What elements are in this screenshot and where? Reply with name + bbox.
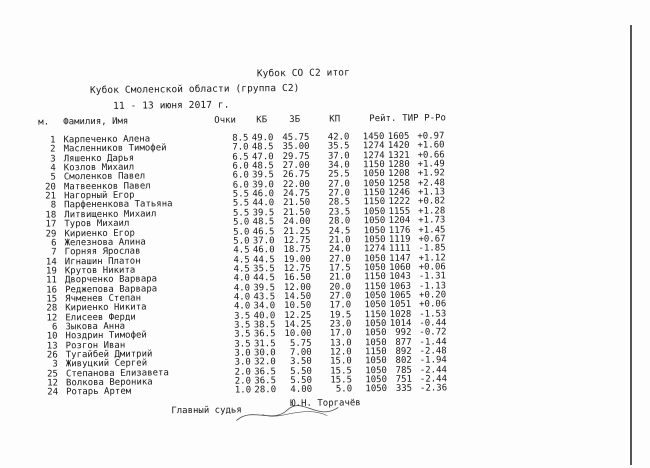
row-tir: 1063	[389, 281, 412, 292]
row-place: 10	[46, 331, 58, 342]
row-tir: 1208	[388, 169, 410, 180]
row-points: 5.0	[233, 236, 250, 247]
row-place: 12	[47, 378, 59, 389]
row-points: 4.5	[233, 254, 250, 266]
row-place: 15	[46, 294, 58, 305]
row-rating: 1050	[363, 234, 386, 246]
row-zb: 12.00	[283, 282, 312, 293]
row-points: 5.5	[232, 208, 250, 219]
row-rro: -1.31	[418, 271, 446, 282]
row-points: 2.0	[234, 376, 252, 387]
header-kb: КБ	[256, 115, 268, 126]
row-place: 13	[46, 341, 58, 352]
row-points: 3.5	[234, 339, 251, 350]
row-place: 18	[45, 210, 57, 221]
row-rro: +2.48	[417, 178, 445, 189]
row-name: Живуцкий Сергей	[65, 358, 148, 370]
header-tir: ТИР	[402, 113, 419, 124]
row-name: Литвищенко Михаил	[64, 209, 157, 221]
row-kp: 23.5	[328, 207, 351, 218]
row-rro: +1.73	[418, 215, 446, 226]
row-kb: 39.0	[252, 179, 275, 191]
row-tir: 1043	[389, 271, 411, 283]
row-kb: 30.0	[253, 348, 276, 359]
row-rro: -1.13	[418, 280, 447, 292]
row-rating: 1150	[363, 188, 386, 199]
row-tir: 1420	[387, 141, 410, 152]
row-kb: 46.5	[252, 226, 275, 237]
row-kp: 24.0	[328, 244, 351, 255]
row-kp: 17.5	[329, 263, 351, 274]
row-rating: 1150	[364, 272, 386, 283]
row-kp: 24.5	[328, 225, 351, 237]
row-tir: 1280	[388, 159, 410, 170]
row-kb: 31.5	[253, 338, 276, 350]
row-rro: -1.53	[419, 308, 447, 320]
row-place: 6	[51, 322, 58, 333]
row-kp: 35.5	[327, 141, 350, 152]
row-name: Реджепова Варвара	[64, 283, 158, 295]
row-kb: 28.0	[254, 385, 277, 396]
row-place: 6	[51, 238, 57, 249]
row-kb: 46.0	[252, 189, 275, 200]
row-rating: 1050	[365, 375, 388, 386]
row-rating: 1150	[364, 309, 387, 320]
row-kp: 15.0	[330, 356, 352, 367]
row-tir: 877	[395, 337, 412, 348]
row-rating: 1050	[364, 262, 386, 274]
row-place: 21	[45, 191, 57, 202]
row-zb: 5.50	[290, 375, 313, 387]
row-kb: 39.5	[252, 207, 275, 219]
row-rro: +0.82	[417, 196, 446, 208]
row-kp: 17.0	[329, 328, 352, 339]
row-zb: 24.00	[283, 216, 311, 228]
row-tir: 892	[395, 346, 412, 357]
row-rro: -0.44	[419, 318, 447, 329]
row-points: 4.0	[233, 301, 251, 312]
row-kp: 5.0	[335, 384, 353, 395]
judge-name: Ю.Н. Торгачёв	[290, 398, 361, 409]
row-place: 29	[45, 228, 57, 240]
row-name: Кириенко Егор	[64, 228, 135, 239]
row-kp: 15.5	[330, 375, 353, 386]
row-name: Горняя Ярослав	[64, 246, 141, 258]
row-points: 3.0	[234, 357, 251, 368]
row-name: Козлов Михаил	[63, 162, 135, 174]
row-name: Матвеенков Павел	[63, 181, 151, 193]
row-points: 4.0	[233, 292, 251, 303]
row-zb: 16.50	[283, 273, 311, 284]
row-name: Карпеченко Алена	[63, 134, 151, 146]
row-zb: 5.50	[290, 366, 312, 377]
row-name: Волкова Вероника	[65, 377, 153, 389]
row-rro: -2.44	[419, 374, 448, 385]
row-tir: 335	[395, 384, 413, 395]
row-points: 4.5	[233, 245, 250, 256]
judge-label: Главный судья	[171, 405, 242, 417]
row-kp: 27.0	[328, 179, 350, 190]
row-kp: 27.0	[328, 188, 351, 199]
row-zb: 18.75	[283, 244, 311, 256]
row-rro: +1.49	[417, 159, 445, 170]
row-zb: 21.25	[283, 226, 311, 237]
row-rro: -1.44	[419, 337, 447, 348]
row-kb: 48.5	[252, 161, 274, 172]
row-points: 6.5	[232, 152, 249, 163]
row-kb: 36.5	[254, 376, 277, 387]
row-zb: 12.25	[284, 310, 312, 321]
row-points: 5.5	[232, 189, 250, 200]
row-name: Дворченко Варвара	[64, 274, 158, 286]
row-rro: +0.06	[418, 262, 446, 273]
row-zb: 4.00	[290, 385, 313, 396]
header-rro: Р-Ро	[424, 113, 447, 124]
row-zb: 35.00	[282, 142, 310, 153]
row-rating: 1050	[365, 365, 387, 376]
row-tir: 1222	[388, 197, 411, 208]
row-kb: 48.5	[252, 217, 275, 228]
row-kb: 36.5	[253, 329, 276, 340]
row-rating: 1050	[364, 318, 387, 330]
row-rating: 1050	[365, 356, 387, 367]
row-place: 4	[50, 163, 56, 174]
row-name: Степанова Елизавета	[65, 368, 169, 380]
row-rating: 1274	[363, 244, 386, 255]
doc-subtitle: Кубок Смоленской области (группа С2)	[89, 82, 300, 97]
row-place: 3	[52, 359, 58, 370]
row-zb: 29.75	[282, 151, 310, 162]
row-rro: +0.66	[417, 150, 445, 161]
row-zb: 12.75	[283, 235, 311, 246]
row-tir: 1051	[389, 300, 412, 311]
row-rro: -1.94	[419, 355, 447, 367]
row-name: Ноздрин Тимофей	[65, 330, 147, 342]
row-place: 7	[51, 247, 57, 258]
row-tir: 992	[395, 328, 412, 339]
row-points: 7.0	[232, 142, 249, 153]
row-place: 1	[49, 135, 56, 146]
row-kp: 21.0	[328, 235, 351, 246]
doc-title: Кубок СО С2 итог	[256, 67, 350, 80]
header-rating: Рейт.	[369, 113, 397, 125]
row-name: Розгон Иван	[65, 340, 126, 352]
row-rro: +1.28	[418, 206, 446, 217]
row-points: 5.0	[233, 226, 250, 238]
row-points: 6.0	[232, 161, 249, 172]
row-points: 5.5	[232, 198, 250, 210]
row-name: Игнашин Платон	[64, 256, 141, 267]
row-kb: 44.0	[252, 198, 275, 209]
row-place: 17	[45, 219, 57, 230]
row-kp: 28.5	[328, 197, 351, 209]
row-zb: 7.00	[289, 347, 312, 359]
row-tir: 1258	[388, 178, 410, 189]
row-tir: 1155	[388, 206, 411, 217]
row-rating: 1050	[363, 253, 386, 264]
row-kb: 43.5	[253, 292, 276, 303]
row-kb: 48.5	[251, 142, 274, 153]
row-rro: +1.45	[418, 224, 446, 236]
row-kb: 39.5	[252, 170, 274, 181]
row-kp: 20.0	[329, 281, 352, 293]
row-rro: -2.44	[419, 365, 447, 376]
row-rating: 1050	[363, 216, 386, 227]
row-place: 25	[47, 369, 58, 380]
row-rating: 1050	[364, 328, 387, 339]
row-place: 11	[46, 275, 57, 286]
row-kb: 38.5	[253, 320, 276, 331]
row-rating: 1050	[364, 300, 387, 311]
row-kb: 32.0	[254, 357, 276, 368]
row-zb: 10.00	[284, 329, 312, 340]
row-rro: -1.85	[418, 243, 446, 254]
row-kp: 13.0	[329, 338, 352, 349]
row-kp: 25.5	[328, 169, 350, 180]
row-rating: 1150	[363, 160, 385, 171]
row-name: Ляшенко Дарья	[63, 153, 135, 165]
row-place: 26	[46, 350, 58, 361]
header-points: Очки	[214, 115, 237, 126]
row-rating: 1150	[364, 347, 387, 358]
row-place: 3	[50, 154, 56, 165]
row-rro: +0.97	[417, 131, 445, 142]
row-rro: +1.12	[418, 252, 446, 264]
row-tir: 1321	[387, 150, 410, 161]
row-place: 14	[45, 256, 57, 268]
row-zb: 21.50	[283, 207, 311, 218]
row-rating: 1274	[362, 141, 385, 152]
row-zb: 22.00	[282, 179, 311, 190]
row-points: 4.5	[233, 264, 250, 275]
row-tir: 802	[395, 356, 412, 367]
doc-dates: 11 - 13 июня 2017 г.	[113, 99, 230, 112]
row-name: Туров Михаил	[64, 218, 130, 230]
row-rro: -2.48	[419, 346, 447, 357]
row-kb: 46.0	[252, 245, 275, 256]
row-name: Кириенко Никита	[65, 302, 147, 314]
row-kb: 40.0	[253, 310, 276, 322]
row-name: Тугайбей Дмитрий	[65, 349, 153, 361]
row-place: 19	[45, 266, 57, 277]
row-kb: 39.5	[253, 282, 276, 293]
row-points: 3.0	[234, 348, 251, 359]
row-kb: 36.5	[254, 366, 276, 378]
row-rating: 1050	[363, 169, 385, 180]
row-rro: +0.67	[418, 234, 446, 245]
row-points: 3.5	[234, 329, 251, 340]
row-tir: 1119	[388, 234, 411, 245]
row-tir: 1065	[389, 290, 412, 301]
row-kp: 17.0	[329, 300, 352, 311]
row-zb: 14.50	[283, 291, 312, 302]
row-rating: 1050	[364, 337, 387, 348]
row-kp: 37.0	[327, 151, 350, 162]
row-points: 6.0	[232, 170, 249, 181]
header-name: Фамилия, Имя	[63, 116, 129, 128]
row-rro: -0.72	[419, 327, 447, 338]
row-place: 28	[46, 303, 58, 314]
row-tir: 1147	[388, 253, 411, 264]
row-rating: 1050	[363, 225, 386, 236]
row-rro: +1.60	[417, 140, 445, 151]
row-kp: 21.0	[329, 272, 351, 283]
row-rro: +1.92	[417, 168, 445, 180]
row-kp: 42.0	[327, 132, 350, 143]
row-kb: 34.0	[253, 301, 276, 312]
row-name: Нагорный Егор	[64, 190, 135, 202]
row-points: 5.0	[233, 217, 250, 228]
row-points: 3.5	[234, 320, 251, 331]
row-rro: +0.20	[418, 290, 447, 301]
header-kp: КП	[329, 114, 341, 125]
row-zb: 3.50	[290, 357, 312, 368]
row-tir: 1028	[389, 309, 412, 320]
row-name: Ячменев Степан	[65, 293, 142, 305]
row-name: Парфененкова Татьяна	[64, 199, 173, 211]
row-tir: 751	[395, 374, 413, 385]
row-rating: 1274	[362, 150, 385, 161]
row-kb: 44.5	[253, 273, 275, 284]
row-rating: 1050	[363, 206, 386, 218]
row-kb: 35.5	[253, 264, 275, 275]
row-tir: 1605	[387, 131, 410, 142]
row-place: 20	[45, 182, 57, 193]
row-rating: 1450	[362, 131, 385, 143]
row-zb: 24.75	[282, 188, 311, 200]
row-kp: 19.5	[329, 309, 352, 321]
row-rro: +0.06	[419, 299, 447, 310]
header-place: м.	[38, 117, 50, 128]
row-points: 8.5	[232, 133, 249, 144]
row-tir: 1060	[389, 262, 411, 273]
row-name: Ротарь Артем	[66, 387, 132, 398]
row-zb: 26.75	[282, 170, 310, 181]
row-kp: 34.0	[328, 160, 350, 171]
row-name: Елисеев Ферди	[65, 312, 136, 323]
row-zb: 21.50	[283, 198, 311, 209]
row-tir: 1176	[388, 225, 411, 236]
row-place: 16	[46, 285, 58, 296]
row-name: Смоленков Павел	[63, 171, 146, 183]
row-place: 12	[46, 313, 58, 324]
row-points: 3.5	[234, 311, 251, 322]
row-points: 4.0	[233, 273, 250, 284]
row-tir: 1246	[388, 187, 411, 199]
row-rro: -2.36	[419, 383, 448, 395]
row-points: 4.0	[233, 282, 251, 294]
row-kp: 27.0	[328, 253, 351, 265]
row-zb: 27.00	[282, 160, 310, 172]
row-kb: 47.0	[251, 151, 274, 163]
row-kp: 27.0	[329, 291, 352, 302]
header-zb: ЗБ	[289, 114, 301, 125]
row-points: 1.0	[234, 385, 252, 396]
row-zb: 19.00	[283, 254, 311, 265]
row-kb: 37.0	[252, 235, 275, 247]
row-kb: 49.0	[251, 133, 274, 144]
row-tir: 1014	[389, 318, 412, 329]
row-zb: 14.25	[284, 319, 312, 331]
row-kp: 28.0	[328, 216, 351, 227]
row-points: 6.0	[232, 180, 250, 191]
row-zb: 10.50	[284, 301, 312, 312]
row-name: Зыкова Анна	[65, 321, 126, 333]
row-kp: 23.0	[329, 319, 352, 330]
page-edge	[630, 25, 632, 465]
row-kp: 12.0	[329, 347, 352, 358]
row-rating: 1150	[364, 281, 387, 292]
row-points: 2.0	[234, 367, 251, 378]
row-kp: 15.5	[330, 366, 352, 377]
row-rating: 1150	[363, 197, 386, 208]
row-place: 2	[50, 144, 56, 155]
row-rro: +1.13	[417, 187, 446, 198]
row-tir: 785	[395, 365, 412, 376]
row-zb: 5.75	[289, 338, 312, 349]
row-tir: 1111	[388, 243, 411, 255]
row-name: Железнова Алина	[64, 237, 146, 249]
row-rating: 1050	[364, 290, 387, 302]
row-zb: 12.75	[283, 263, 311, 274]
row-place: 24	[47, 387, 59, 398]
row-tir: 1204	[388, 215, 411, 227]
row-kb: 44.5	[252, 254, 275, 265]
row-rating: 1050	[365, 384, 388, 395]
row-name: Крутов Никита	[64, 265, 136, 277]
row-place: 5	[50, 172, 56, 183]
row-name: Масленников Тимофей	[63, 143, 167, 155]
row-zb: 45.75	[282, 132, 310, 144]
row-rating: 1050	[363, 178, 385, 189]
row-place: 8	[50, 200, 57, 211]
